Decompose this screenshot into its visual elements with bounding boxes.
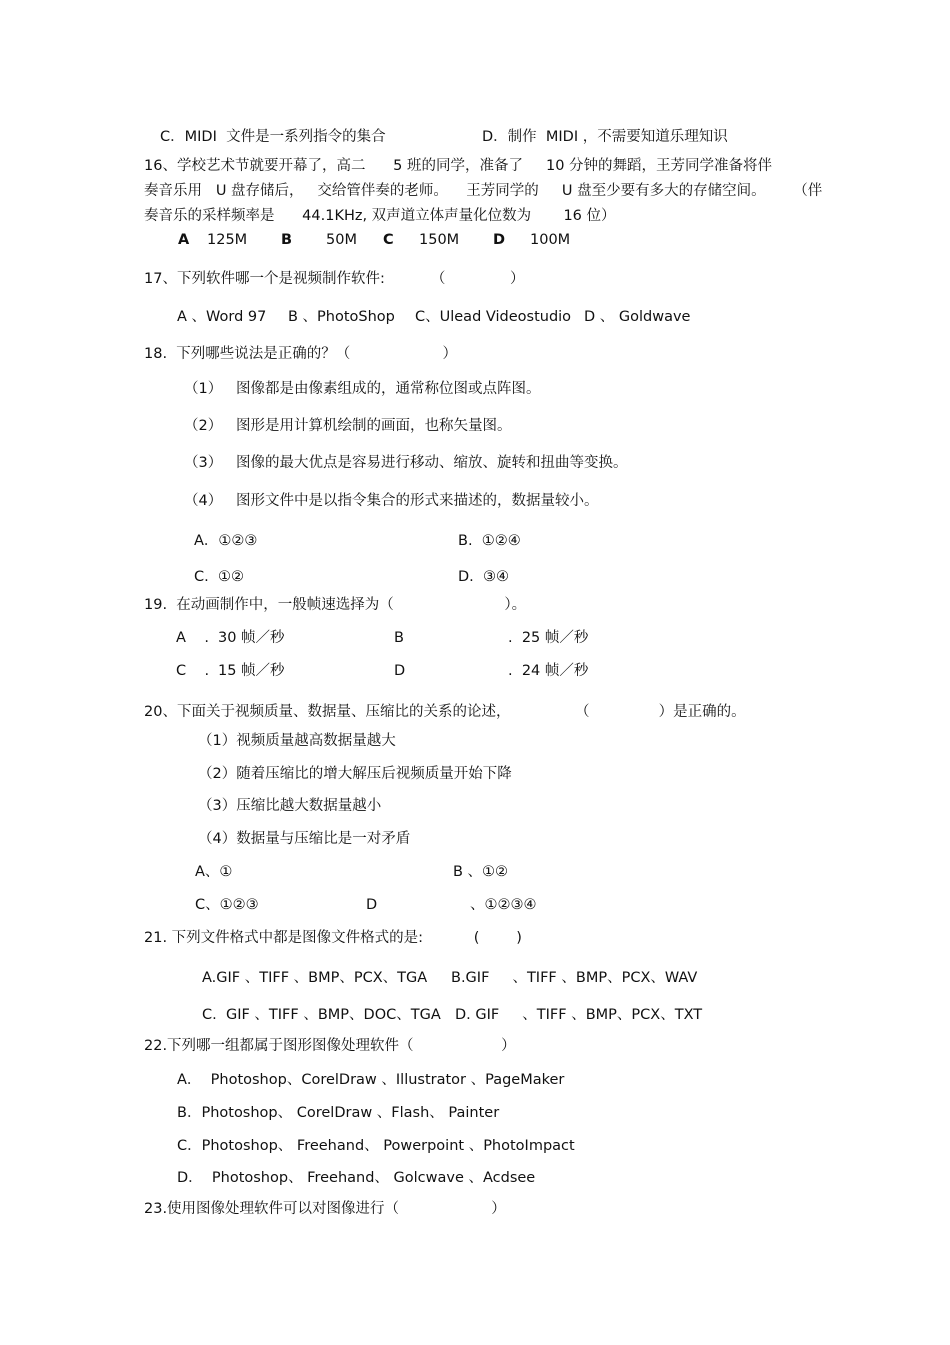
- q19-stem: 19. 在动画制作中，一般帧速选择为（ ）。: [144, 597, 527, 613]
- q17-option-a: A 、Word 97: [177, 309, 267, 325]
- q18-statement-3: （3） 图像的最大优点是容易进行移动、缩放、旋转和扭曲等变换。: [184, 455, 628, 471]
- q16-stem-line-2: 奏音乐用 U 盘存储后， 交给管伴奏的老师。 王芳同学的 U 盘至少要有多大的存储空间。 （伴: [144, 183, 823, 199]
- q16-option-d-value: 100M: [530, 232, 571, 248]
- q21-option-b: B.GIF 、TIFF 、BMP、PCX、WAV: [451, 970, 698, 986]
- q18-option-d: D. ③④: [458, 569, 509, 585]
- q15-option-d: D．制作 MIDI ，不需要知道乐理知识: [482, 129, 728, 145]
- q16-option-a-letter: A: [178, 232, 190, 248]
- q20-option-b: B 、①②: [453, 864, 509, 880]
- q16-stem-line-3: 奏音乐的采样频率是 44.1KHz, 双声道立体声量化位数为 16 位）: [144, 208, 616, 224]
- q18-statement-1: （1） 图像都是由像素组成的，通常称位图或点阵图。: [184, 381, 541, 397]
- q19-option-d-letter: D: [394, 663, 406, 679]
- q20-option-d-value: 、①②③④: [470, 897, 537, 913]
- q21-option-c: C. GIF 、TIFF 、BMP、DOC、TGA: [202, 1007, 441, 1023]
- q19-option-b-letter: B: [394, 630, 404, 646]
- q16-option-b-value: 50M: [326, 232, 357, 248]
- q15-option-c: C．MIDI 文件是一系列指令的集合: [160, 129, 386, 145]
- q20-statement-4: （4）数据量与压缩比是一对矛盾: [198, 831, 411, 847]
- q20-statement-1: （1）视频质量越高数据量越大: [198, 733, 396, 749]
- q16-option-a-value: 125M: [207, 232, 248, 248]
- q19-option-b-value: . 25 帧／秒: [508, 630, 589, 646]
- q21-option-a: A.GIF 、TIFF 、BMP、PCX、TGA: [202, 970, 428, 986]
- q18-option-c: C. ①②: [194, 569, 244, 585]
- q16-option-c-letter: C: [383, 232, 394, 248]
- q21-stem: 21. 下列文件格式中都是图像文件格式的是: ( ): [144, 930, 522, 946]
- q20-option-a: A、①: [195, 864, 233, 880]
- q20-statement-3: （3）压缩比越大数据量越小: [198, 798, 382, 814]
- q21-option-d: D. GIF 、TIFF 、BMP、PCX、TXT: [455, 1007, 703, 1023]
- q19-option-d-value: . 24 帧／秒: [508, 663, 589, 679]
- q16-stem-line-1: 16、学校艺术节就要开幕了，高二 5 班的同学，准备了 10 分钟的舞蹈，王芳同学准备将伴: [144, 158, 773, 174]
- q17-option-b: B 、PhotoShop: [288, 309, 395, 325]
- q19-option-a-letter: A .: [176, 630, 209, 646]
- q19-option-c-letter: C .: [176, 663, 210, 679]
- q22-option-c: C．Photoshop、 Freehand、 Powerpoint 、PhotoImpact: [177, 1138, 575, 1154]
- q20-option-c: C、①②③: [195, 897, 259, 913]
- q19-option-c-value: 15 帧／秒: [218, 663, 285, 679]
- q17-option-d: D 、 Goldwave: [584, 309, 691, 325]
- q22-option-d: D． Photoshop、 Freehand、 Golcwave 、Acdsee: [177, 1170, 536, 1186]
- q20-statement-2: （2）随着压缩比的增大解压后视频质量开始下降: [198, 766, 512, 782]
- q19-option-a-value: 30 帧／秒: [218, 630, 285, 646]
- q18-option-a: A．①②③: [194, 533, 258, 549]
- q16-option-c-value: 150M: [419, 232, 460, 248]
- q16-option-b-letter: B: [281, 232, 293, 248]
- q18-option-b: B. ①②④: [458, 533, 521, 549]
- q22-option-b: B．Photoshop、 CorelDraw 、Flash、 Painter: [177, 1105, 500, 1121]
- q17-option-c: C、Ulead Videostudio: [415, 309, 572, 325]
- q18-statement-2: （2） 图形是用计算机绘制的画面，也称矢量图。: [184, 418, 512, 434]
- q18-stem: 18. 下列哪些说法是正确的？（ ）: [144, 346, 457, 362]
- q16-option-d-letter: D: [493, 232, 506, 248]
- q23-stem: 23.使用图像处理软件可以对图像进行（ ）: [144, 1201, 506, 1217]
- q20-stem: 20、下面关于视频质量、数据量、压缩比的关系的论述， （ ）是正确的。: [144, 704, 746, 720]
- q17-stem: 17、下列软件哪一个是视频制作软件: （ ）: [144, 271, 525, 287]
- q18-statement-4: （4） 图形文件中是以指令集合的形式来描述的，数据量较小。: [184, 493, 599, 509]
- q20-option-d-letter: D: [366, 897, 378, 913]
- q22-option-a: A． Photoshop、CorelDraw 、Illustrator 、PageMaker: [177, 1072, 565, 1088]
- q22-stem: 22.下列哪一组都属于图形图像处理软件（ ）: [144, 1038, 516, 1054]
